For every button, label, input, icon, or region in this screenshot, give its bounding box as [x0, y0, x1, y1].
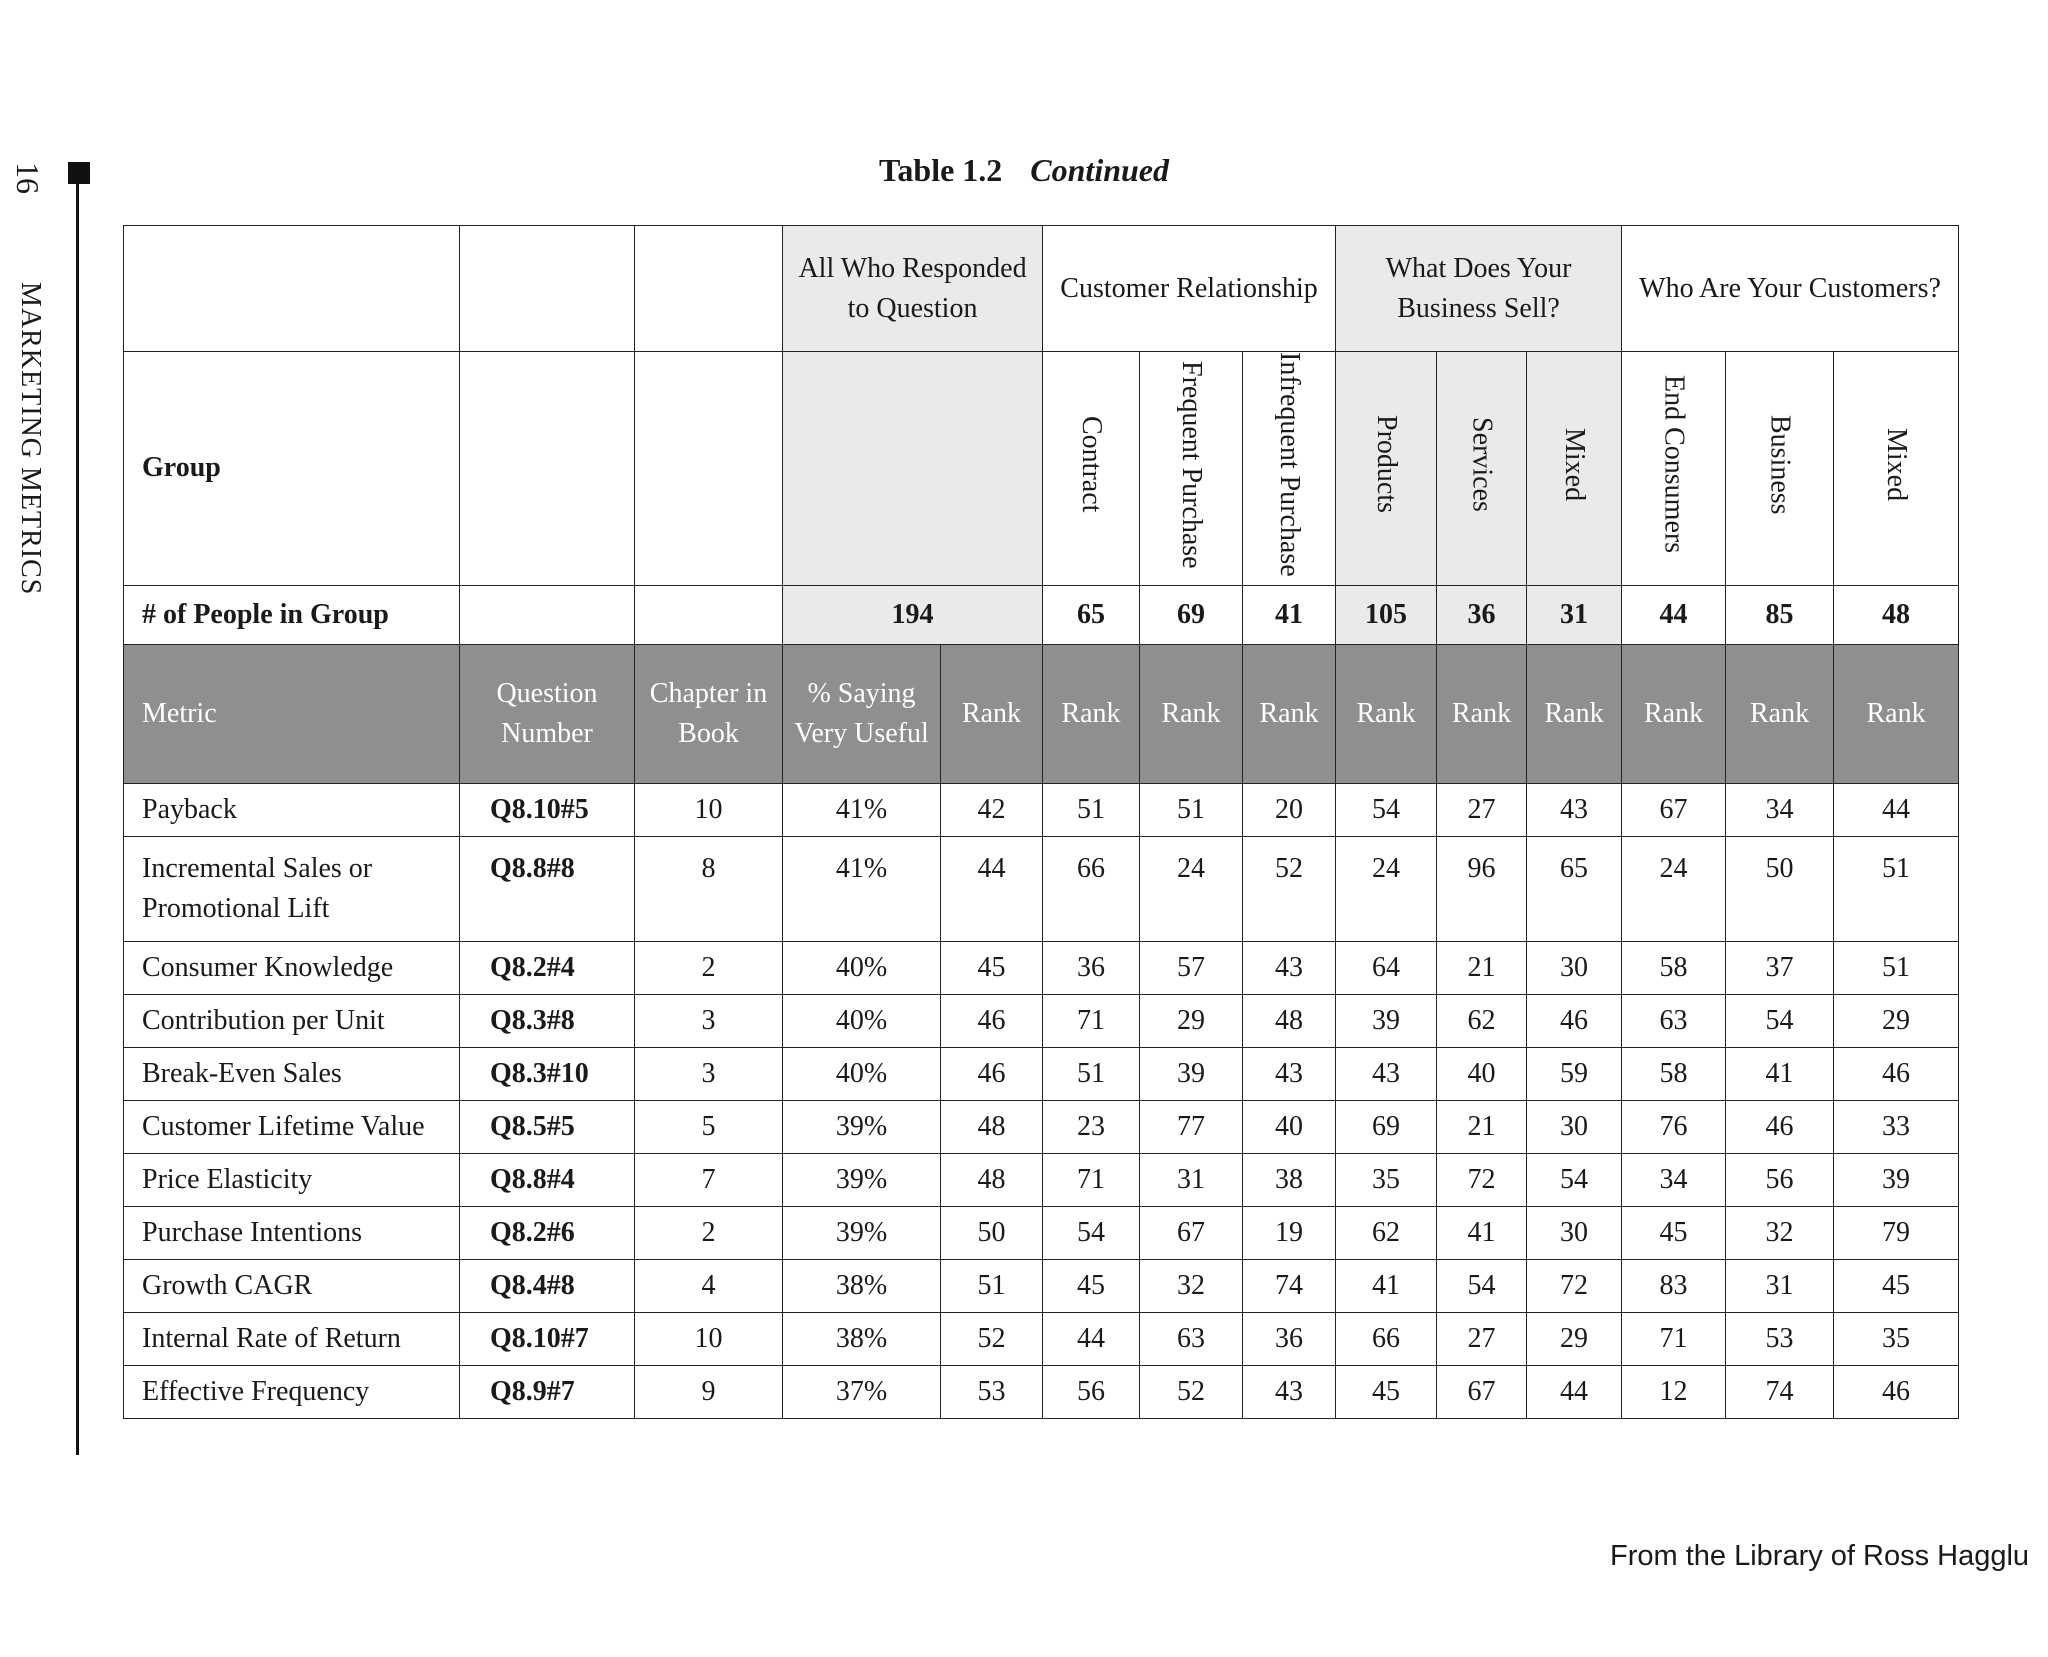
metric-name: Break-Even Sales [124, 1047, 460, 1100]
rank-cell: 62 [1437, 994, 1527, 1047]
chapter-number: 8 [635, 836, 783, 941]
pct-useful: 38% [783, 1259, 941, 1312]
count-label: # of People in Group [124, 585, 460, 644]
rank-cell: 45 [941, 941, 1043, 994]
rank-cell: 42 [941, 783, 1043, 836]
rank-cell: 34 [1726, 783, 1834, 836]
col-rank: Rank [1527, 644, 1622, 783]
rank-cell: 71 [1622, 1312, 1726, 1365]
rank-cell: 51 [1043, 783, 1140, 836]
count-cell: 69 [1140, 585, 1243, 644]
table-row [124, 1312, 1959, 1365]
subgroup-header-row [124, 352, 1959, 586]
metric-name: Payback [124, 783, 460, 836]
rank-cell: 43 [1243, 941, 1336, 994]
question-number: Q8.8#8 [460, 836, 635, 941]
rank-cell: 50 [941, 1206, 1043, 1259]
group-header-row [124, 226, 1959, 352]
col-chapter: Chapter in Book [635, 644, 783, 783]
rank-cell: 63 [1622, 994, 1726, 1047]
metric-name: Internal Rate of Return [124, 1312, 460, 1365]
rank-cell: 66 [1043, 836, 1140, 941]
rank-cell: 20 [1243, 783, 1336, 836]
rank-cell: 27 [1437, 1312, 1527, 1365]
question-number: Q8.8#4 [460, 1153, 635, 1206]
rank-cell: 63 [1140, 1312, 1243, 1365]
rank-cell: 57 [1140, 941, 1243, 994]
rank-cell: 62 [1336, 1206, 1437, 1259]
rank-cell: 43 [1336, 1047, 1437, 1100]
caption-continued: Continued [1030, 152, 1169, 188]
metric-name: Purchase Intentions [124, 1206, 460, 1259]
rank-cell: 27 [1437, 783, 1527, 836]
rank-cell: 19 [1243, 1206, 1336, 1259]
question-number: Q8.10#5 [460, 783, 635, 836]
col-metric: Metric [124, 644, 460, 783]
subgroup-header: Infrequent Purchase [1243, 352, 1336, 586]
count-cell: 41 [1243, 585, 1336, 644]
rank-cell: 48 [1243, 994, 1336, 1047]
running-title: MARKETING METRICS [15, 282, 46, 596]
rank-cell: 43 [1527, 783, 1622, 836]
rank-cell: 52 [941, 1312, 1043, 1365]
table-row [124, 994, 1959, 1047]
rank-cell: 24 [1336, 836, 1437, 941]
rank-cell: 46 [1527, 994, 1622, 1047]
pct-useful: 39% [783, 1206, 941, 1259]
question-number: Q8.3#8 [460, 994, 635, 1047]
rank-cell: 38 [1243, 1153, 1336, 1206]
count-cell: 31 [1527, 585, 1622, 644]
rank-cell: 45 [1834, 1259, 1959, 1312]
table-row [124, 1365, 1959, 1418]
count-cell: 36 [1437, 585, 1527, 644]
rank-cell: 37 [1726, 941, 1834, 994]
subgroup-header: Contract [1043, 352, 1140, 586]
table-caption [0, 152, 2048, 189]
rank-cell: 54 [1336, 783, 1437, 836]
rank-cell: 46 [1726, 1100, 1834, 1153]
rank-cell: 39 [1140, 1047, 1243, 1100]
table-row [124, 1047, 1959, 1100]
subgroup-header: Frequent Purchase [1140, 352, 1243, 586]
chapter-number: 5 [635, 1100, 783, 1153]
rank-cell: 58 [1622, 1047, 1726, 1100]
rank-cell: 51 [1043, 1047, 1140, 1100]
group-customers: Who Are Your Customers? [1622, 226, 1959, 352]
rank-cell: 43 [1243, 1047, 1336, 1100]
question-number: Q8.5#5 [460, 1100, 635, 1153]
question-number: Q8.10#7 [460, 1312, 635, 1365]
rank-cell: 35 [1336, 1153, 1437, 1206]
pct-useful: 41% [783, 836, 941, 941]
rank-cell: 46 [941, 1047, 1043, 1100]
metric-name: Contribution per Unit [124, 994, 460, 1047]
pct-useful: 40% [783, 1047, 941, 1100]
rank-cell: 36 [1243, 1312, 1336, 1365]
rank-cell: 23 [1043, 1100, 1140, 1153]
rank-cell: 46 [1834, 1365, 1959, 1418]
pct-useful: 41% [783, 783, 941, 836]
group-all-respondents: All Who Responded to Question [783, 226, 1043, 352]
rank-cell: 72 [1527, 1259, 1622, 1312]
rank-cell: 30 [1527, 941, 1622, 994]
chapter-number: 7 [635, 1153, 783, 1206]
page-rule [76, 180, 79, 1455]
rank-cell: 29 [1527, 1312, 1622, 1365]
chapter-number: 3 [635, 994, 783, 1047]
rank-cell: 40 [1437, 1047, 1527, 1100]
table-row [124, 1206, 1959, 1259]
rank-cell: 12 [1622, 1365, 1726, 1418]
chapter-number: 2 [635, 1206, 783, 1259]
rank-cell: 29 [1140, 994, 1243, 1047]
rank-cell: 39 [1336, 994, 1437, 1047]
subgroup-header: Business [1726, 352, 1834, 586]
pct-useful: 40% [783, 994, 941, 1047]
table-row [124, 1259, 1959, 1312]
rank-cell: 76 [1622, 1100, 1726, 1153]
rank-cell: 83 [1622, 1259, 1726, 1312]
metric-name: Effective Frequency [124, 1365, 460, 1418]
count-cell: 105 [1336, 585, 1437, 644]
question-number: Q8.2#4 [460, 941, 635, 994]
rank-cell: 40 [1243, 1100, 1336, 1153]
count-row [124, 585, 1959, 644]
rank-cell: 33 [1834, 1100, 1959, 1153]
rank-cell: 53 [1726, 1312, 1834, 1365]
pct-useful: 37% [783, 1365, 941, 1418]
rank-cell: 51 [941, 1259, 1043, 1312]
page-number: 16 [10, 162, 46, 194]
rank-cell: 45 [1043, 1259, 1140, 1312]
rank-cell: 51 [1834, 836, 1959, 941]
rank-cell: 41 [1336, 1259, 1437, 1312]
question-number: Q8.3#10 [460, 1047, 635, 1100]
rank-cell: 52 [1140, 1365, 1243, 1418]
subgroup-header: Services [1437, 352, 1527, 586]
rank-cell: 46 [941, 994, 1043, 1047]
group-business-sells: What Does Your Business Sell? [1336, 226, 1622, 352]
pct-useful: 40% [783, 941, 941, 994]
subgroup-header: Mixed [1527, 352, 1622, 586]
rank-cell: 30 [1527, 1206, 1622, 1259]
rank-cell: 39 [1834, 1153, 1959, 1206]
rank-cell: 51 [1140, 783, 1243, 836]
rank-cell: 56 [1726, 1153, 1834, 1206]
rank-cell: 44 [1527, 1365, 1622, 1418]
rank-cell: 96 [1437, 836, 1527, 941]
rank-cell: 51 [1834, 941, 1959, 994]
metric-name: Consumer Knowledge [124, 941, 460, 994]
rank-cell: 43 [1243, 1365, 1336, 1418]
metric-name: Growth CAGR [124, 1259, 460, 1312]
rank-cell: 46 [1834, 1047, 1959, 1100]
pct-useful: 39% [783, 1100, 941, 1153]
table-row [124, 836, 1959, 941]
rank-cell: 41 [1726, 1047, 1834, 1100]
rank-cell: 59 [1527, 1047, 1622, 1100]
chapter-number: 10 [635, 783, 783, 836]
col-rank: Rank [1140, 644, 1243, 783]
rank-cell: 74 [1243, 1259, 1336, 1312]
col-rank: Rank [1243, 644, 1336, 783]
rank-cell: 34 [1622, 1153, 1726, 1206]
rank-cell: 79 [1834, 1206, 1959, 1259]
group-label: Group [124, 352, 460, 586]
count-cell: 65 [1043, 585, 1140, 644]
rank-cell: 44 [941, 836, 1043, 941]
rank-cell: 32 [1726, 1206, 1834, 1259]
pct-useful: 39% [783, 1153, 941, 1206]
col-rank: Rank [1437, 644, 1527, 783]
rank-cell: 54 [1437, 1259, 1527, 1312]
rank-cell: 48 [941, 1153, 1043, 1206]
rank-cell: 36 [1043, 941, 1140, 994]
pct-useful: 38% [783, 1312, 941, 1365]
table-row [124, 783, 1959, 836]
count-cell: 85 [1726, 585, 1834, 644]
col-rank: Rank [1834, 644, 1959, 783]
table-row [124, 1153, 1959, 1206]
rank-cell: 44 [1043, 1312, 1140, 1365]
rank-cell: 44 [1834, 783, 1959, 836]
table-row [124, 941, 1959, 994]
rank-cell: 31 [1140, 1153, 1243, 1206]
rank-cell: 56 [1043, 1365, 1140, 1418]
question-number: Q8.9#7 [460, 1365, 635, 1418]
rank-cell: 29 [1834, 994, 1959, 1047]
metric-name: Customer Lifetime Value [124, 1100, 460, 1153]
rank-cell: 69 [1336, 1100, 1437, 1153]
col-rank: Rank [1726, 644, 1834, 783]
col-rank: Rank [941, 644, 1043, 783]
rank-cell: 72 [1437, 1153, 1527, 1206]
rank-cell: 45 [1336, 1365, 1437, 1418]
rank-cell: 67 [1622, 783, 1726, 836]
metric-name: Price Elasticity [124, 1153, 460, 1206]
rank-cell: 21 [1437, 1100, 1527, 1153]
rank-cell: 24 [1140, 836, 1243, 941]
rank-cell: 30 [1527, 1100, 1622, 1153]
rank-cell: 50 [1726, 836, 1834, 941]
chapter-number: 9 [635, 1365, 783, 1418]
rank-cell: 77 [1140, 1100, 1243, 1153]
chapter-number: 2 [635, 941, 783, 994]
rank-cell: 41 [1437, 1206, 1527, 1259]
rank-cell: 54 [1043, 1206, 1140, 1259]
col-rank: Rank [1336, 644, 1437, 783]
rank-cell: 54 [1527, 1153, 1622, 1206]
chapter-number: 3 [635, 1047, 783, 1100]
rank-cell: 48 [941, 1100, 1043, 1153]
group-customer-relationship: Customer Relationship [1043, 226, 1336, 352]
subgroup-header: Mixed [1834, 352, 1959, 586]
library-footer: From the Library of Ross Hagglu [1610, 1540, 2030, 1572]
col-question: Question Number [460, 644, 635, 783]
rank-cell: 71 [1043, 994, 1140, 1047]
rank-cell: 64 [1336, 941, 1437, 994]
rank-cell: 67 [1437, 1365, 1527, 1418]
column-header-row [124, 644, 1959, 783]
rank-cell: 35 [1834, 1312, 1959, 1365]
rank-cell: 24 [1622, 836, 1726, 941]
rank-cell: 54 [1726, 994, 1834, 1047]
question-number: Q8.4#8 [460, 1259, 635, 1312]
col-rank: Rank [1622, 644, 1726, 783]
rank-cell: 66 [1336, 1312, 1437, 1365]
rank-cell: 53 [941, 1365, 1043, 1418]
rank-cell: 67 [1140, 1206, 1243, 1259]
rank-cell: 32 [1140, 1259, 1243, 1312]
metrics-table [123, 225, 1959, 1419]
chapter-number: 10 [635, 1312, 783, 1365]
rank-cell: 31 [1726, 1259, 1834, 1312]
rank-cell: 45 [1622, 1206, 1726, 1259]
rank-cell: 65 [1527, 836, 1622, 941]
chapter-number: 4 [635, 1259, 783, 1312]
count-cell: 48 [1834, 585, 1959, 644]
subgroup-header: Products [1336, 352, 1437, 586]
subgroup-header: End Consumers [1622, 352, 1726, 586]
caption-label: Table 1.2 [878, 152, 1003, 188]
rank-cell: 71 [1043, 1153, 1140, 1206]
metric-name: Incremental Sales or Promotional Lift [124, 836, 460, 941]
table-row [124, 1100, 1959, 1153]
question-number: Q8.2#6 [460, 1206, 635, 1259]
col-rank: Rank [1043, 644, 1140, 783]
count-cell: 44 [1622, 585, 1726, 644]
rank-cell: 58 [1622, 941, 1726, 994]
rank-cell: 74 [1726, 1365, 1834, 1418]
count-all: 194 [783, 585, 1043, 644]
rank-cell: 21 [1437, 941, 1527, 994]
col-pct: % Saying Very Useful [783, 644, 941, 783]
rank-cell: 52 [1243, 836, 1336, 941]
